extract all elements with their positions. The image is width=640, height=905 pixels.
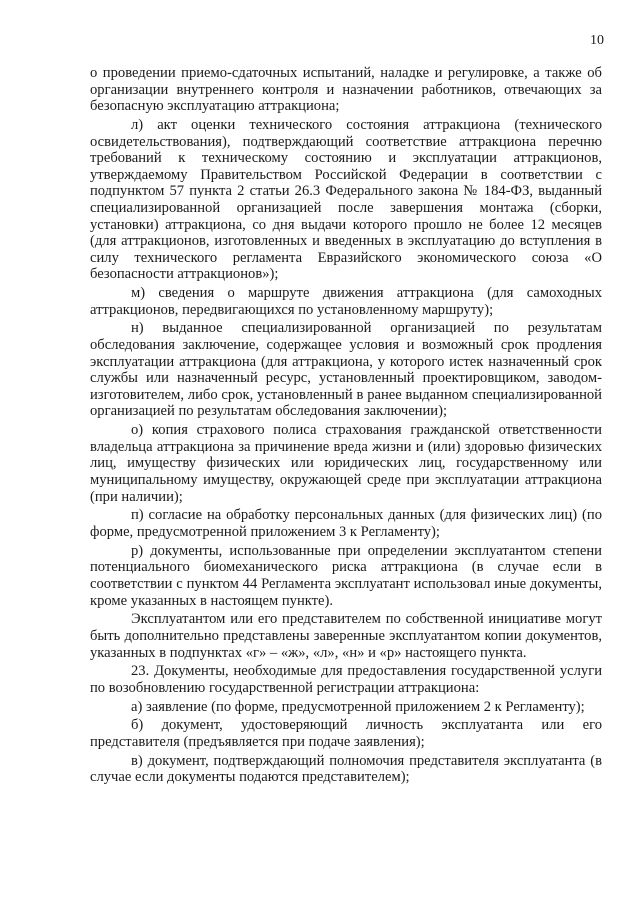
paragraph-item-p: п) согласие на обработку персональных данных (для физических лиц) (по форме, предусмотренной приложением 3 к Регламенту); [90, 507, 602, 540]
paragraph-item-r: р) документы, использованные при определении эксплуатантом степени потенциального биомеханического риска аттракциона (в случае если в соответствии с пунктом 44 Регламента эксплуатант использовал иные документы, кроме указанных в настоящем пункте). [90, 542, 602, 609]
paragraph-section-23: 23. Документы, необходимые для предоставления государственной услуги по возобновлению государственной регистрации аттракциона: [90, 663, 602, 696]
paragraph-item-b: б) документ, удостоверяющий личность эксплуатанта или его представителя (предъявляется при подаче заявления); [90, 717, 602, 751]
paragraph-item-a: а) заявление (по форме, предусмотренной приложением 2 к Регламенту); [131, 698, 585, 715]
page-number: 10 [590, 33, 604, 48]
paragraph-additional-docs: Эксплуатантом или его представителем по собственной инициативе могут быть дополнительно представлены заверенные эксплуатантом копии документов, указанных в подпунктах «г» – «ж», «л», «н» и «р» настоящего пункта. [90, 611, 602, 661]
paragraph-item-l: л) акт оценки технического состояния аттракциона (технического освидетельствования), подтверждающий соответствие аттракциона перечню требований к техническому состоянию и эксплуатации аттракционов, утверждаемому Правительством Российской Федерации в соответствии с подпунктом 57 пункта 2 статьи 26.3 Федерального закона № 184-ФЗ, выданный специализированной организацией после завершения монтажа (сборки, установки) аттракциона, со дня выдачи которого прошло не более 12 месяцев (для аттракционов, изготовленных и введенных в эксплуатацию до вступления в силу технического регламента Евразийского экономического союза «О безопасности аттракционов»); [90, 116, 602, 283]
paragraph-item-n: н) выданное специализированной организацией по результатам обследования заключение, содержащее условия и возможный срок продления эксплуатации аттракциона (для аттракциона, у которого истек назначенный срок службы или назначенный ресурс, установленный проектировщиком, заводом-изготовителем, либо срок, установленный в ранее выданном специализированной организацией по результатам обследования заключении); [90, 320, 602, 420]
paragraph-item-o: о) копия страхового полиса страхования гражданской ответственности владельца аттракциона за причинение вреда жизни и (или) здоровью физических лиц, имуществу физических или юридических лиц, государственному или муниципальному имуществу, окружающей среде при эксплуатации аттракциона (при наличии); [90, 422, 602, 505]
paragraph-continuation: о проведении приемо-сдаточных испытаний, наладке и регулировке, а также об организации внутреннего контроля и назначении работников, отвечающих за безопасную эксплуатацию аттракциона; [90, 65, 602, 115]
paragraph-item-v: в) документ, подтверждающий полномочия представителя эксплуатанта (в случае если документы подаются представителем); [90, 752, 602, 786]
document-body [90, 65, 602, 788]
paragraph-item-m: м) сведения о маршруте движения аттракциона (для самоходных аттракционов, передвигающихся по установленному маршруту); [90, 285, 602, 318]
